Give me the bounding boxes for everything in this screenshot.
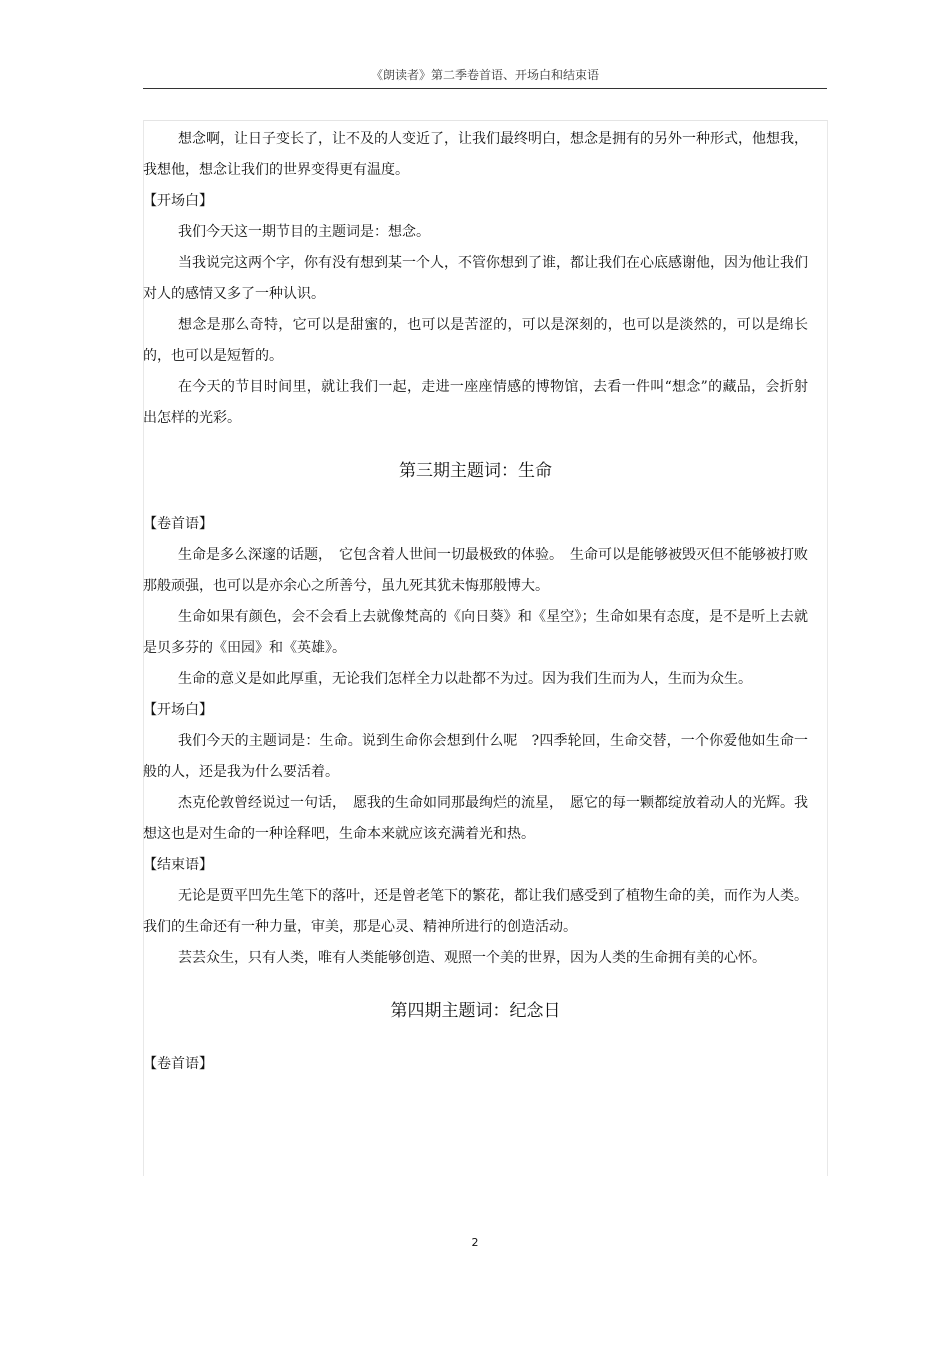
section-tag: 【开场白】 [143,193,213,209]
episode-title: 第三期主题词：生命 [399,461,552,481]
paragraph: 我们今天这一期节目的主题词是：想念。 [178,224,430,240]
paragraph: 在今天的节目时间里，就让我们一起，走进一座座情感的博物馆，去看一件叫“想念”的藏品，会折射出怎样的光彩。 [143,379,808,426]
paragraph: 我们今天的主题词是：生命。说到生命你会想到什么呢 ?四季轮回，生命交替，一个你爱他如生命一般的人，还是我为什么要活着。 [143,733,808,780]
section-tag: 【卷首语】 [143,516,213,532]
section-tag: 【卷首语】 [143,1056,213,1072]
episode-title: 第四期主题词：纪念日 [390,1001,561,1021]
paragraph: 想念是那么奇特，它可以是甜蜜的，也可以是苦涩的，可以是深刻的，也可以是淡然的，可以是绵长的，也可以是短暂的。 [143,317,808,364]
header-rule [143,88,827,89]
paragraph: 当我说完这两个字，你有没有想到某一个人，不管你想到了谁，都让我们在心底感谢他，因为他让我们对人的感情又多了一种认识。 [143,255,808,302]
page-number: 2 [471,1236,479,1249]
paragraph: 生命如果有颜色，会不会看上去就像梵高的《向日葵》和《星空》；生命如果有态度，是不是听上去就是贝多芬的《田园》和《英雄》。 [143,609,808,656]
section-tag: 【开场白】 [143,702,213,718]
section-tag: 【结束语】 [143,857,213,873]
paragraph: 生命是多么深邃的话题， 它包含着人世间一切最极致的体验。 生命可以是能够被毁灭但不能够被打败那般顽强，也可以是亦余心之所善兮，虽九死其犹未悔那般博大。 [143,547,808,594]
paragraph: 无论是贾平凹先生笔下的落叶，还是曾老笔下的繁花，都让我们感受到了植物生命的美，而作为人类。我们的生命还有一种力量，审美，那是心灵、精神所进行的创造活动。 [143,888,808,935]
running-header: 《朗读者》第二季卷首语、开场白和结束语 [370,68,599,82]
paragraph: 生命的意义是如此厚重，无论我们怎样全力以赴都不为过。因为我们生而为人，生而为众生。 [178,671,752,687]
paragraph: 芸芸众生，只有人类，唯有人类能够创造、观照一个美的世界，因为人类的生命拥有美的心怀。 [178,950,766,966]
paragraph: 想念啊，让日子变长了，让不及的人变近了，让我们最终明白，想念是拥有的另外一种形式，他想我，我想他，想念让我们的世界变得更有温度。 [143,131,808,178]
document-body [143,124,808,1080]
paragraph: 杰克伦敦曾经说过一句话， 愿我的生命如同那最绚烂的流星， 愿它的每一颗都绽放着动人的光辉。我想这也是对生命的一种诠释吧，生命本来就应该充满着光和热。 [143,795,808,842]
